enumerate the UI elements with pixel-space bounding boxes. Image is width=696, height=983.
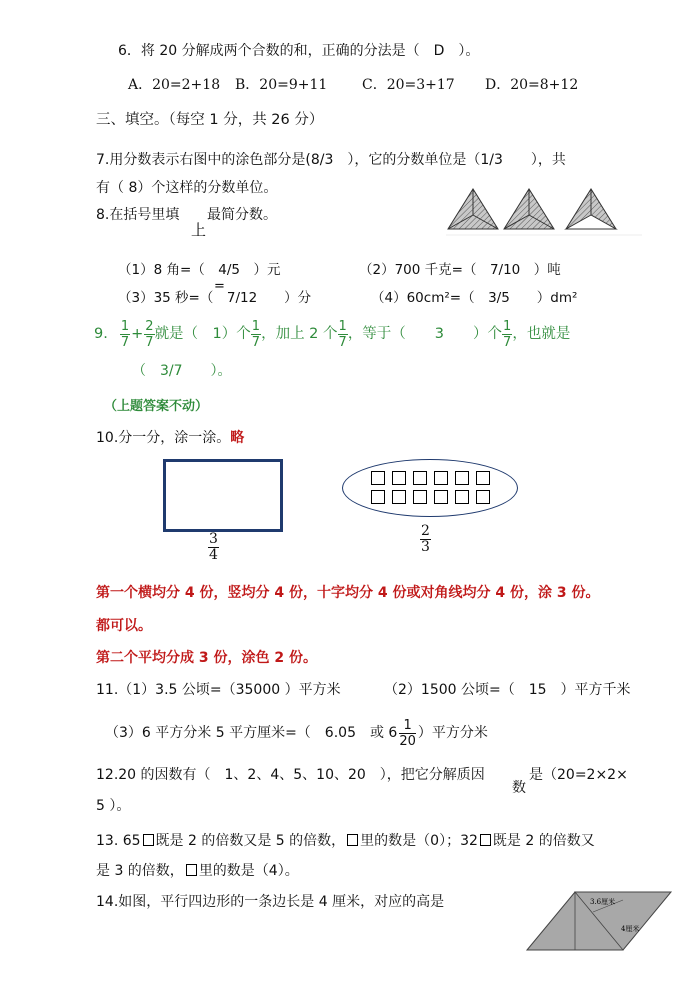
q10-answer-2: 第二个平均分成 3 份，涂色 2 份。 — [96, 650, 317, 666]
q8-overlay-char: 上 — [191, 221, 207, 239]
q10-title-text: 10.分一分，涂一涂。 — [96, 430, 231, 446]
q6-text: 6．将 20 分解成两个合数的和，正确的分法是（ D ）。 — [118, 43, 480, 59]
q6-option-c: C．20=3+17 — [362, 77, 455, 93]
q13-text-d: 既是 2 的倍数又 — [492, 833, 595, 849]
oval-box — [476, 471, 490, 485]
q13-text-b: 既是 2 的倍数又是 5 的倍数， — [155, 833, 346, 849]
q8-title: 8.在括号里填 — [96, 207, 180, 223]
q7-line1: 7.用分数表示右图中的涂色部分是(8/3 ），它的分数单位是（1/3 ），共 — [96, 152, 566, 168]
q13-text-c: 里的数是（0）；32 — [360, 833, 478, 849]
oval-box — [392, 471, 406, 485]
q10-title — [96, 431, 244, 445]
blank-box-3 — [480, 834, 491, 846]
q9-number: 9. — [94, 325, 108, 342]
q8-overlay-equals: = — [214, 279, 225, 294]
q10-omit-mark: 略 — [230, 430, 245, 446]
q11-line2 — [105, 713, 488, 753]
oval-box — [455, 471, 469, 485]
q10-answer-1: 第一个横均分 4 份，竖均分 4 份，十字均分 4 份或对角线均分 4 份，涂 3 份。 — [96, 585, 600, 601]
shaded-triangles-figure — [446, 185, 642, 237]
q12-line1b: 是（20=2×2× — [529, 767, 628, 783]
q6-option-b: B．20=9+11 — [235, 77, 328, 93]
triangle-3 — [566, 189, 616, 229]
q11-line2-text: （3）6 平方分米 5 平方厘米=（ 6.05 或 6 — [105, 725, 398, 741]
q13-line1 — [96, 834, 595, 848]
q9-fraction-5: $\frac{1}{7}$ — [503, 318, 512, 350]
oval-box — [434, 471, 448, 485]
q9-fraction-2: $\frac{2}{7}$ — [145, 318, 154, 350]
q11-fraction: $\frac{1}{20}$ — [399, 717, 416, 749]
oval-box — [434, 490, 448, 504]
q8-item-3: （3）35 秒=（ 7/12 ）分 — [118, 290, 312, 306]
q9-text-3: ，等于（ 3 ）个 — [347, 325, 503, 342]
q9-text-4: ，也就是 — [512, 325, 571, 342]
oval-box — [371, 471, 385, 485]
blank-box-2 — [347, 834, 358, 846]
rectangle-figure — [163, 459, 283, 532]
q8-item-1: （1）8 角=（ 4/5 ）元 — [118, 262, 281, 278]
q11-line1b: （2）1500 公顷=（ 15 ）平方千米 — [384, 682, 631, 698]
q8-item-4: （4）60cm²=（ 3/5 ）dm² — [371, 290, 578, 306]
q9-line2: （ 3/7 ）。 — [132, 363, 232, 379]
parallelogram-figure — [523, 888, 683, 954]
blank-box-4 — [186, 864, 197, 876]
q8-item-2: （2）700 千克=（ 7/10 ）吨 — [359, 262, 561, 278]
q9-line1 — [94, 314, 570, 354]
oval-box — [476, 490, 490, 504]
q13-line2 — [96, 864, 299, 878]
section-heading: 三、填空。（每空 1 分，共 26 分） — [96, 112, 324, 128]
q6-option-d: D．20=8+12 — [485, 77, 579, 93]
oval-fraction: $\frac{2}{3}$ — [421, 523, 430, 555]
q10-answer-1b: 都可以。 — [96, 618, 152, 634]
q8-title-end: 最简分数。 — [207, 207, 277, 223]
q13-text-a: 13. 65 — [96, 833, 141, 849]
q12-line2: 5 ）。 — [96, 798, 131, 814]
triangle-1 — [448, 189, 498, 229]
oval-box — [413, 471, 427, 485]
q9-text-1: 就是（ 1）个 — [154, 325, 251, 342]
rect-fraction: $\frac{3}{4}$ — [209, 531, 218, 563]
q7-line2: 有（ 8）个这样的分数单位。 — [96, 180, 278, 196]
q14-text: 14.如图，平行四边形的一条边长是 4 厘米，对应的高是 — [96, 894, 445, 910]
oval-box-grid — [371, 471, 497, 504]
q9-plus: + — [131, 325, 144, 342]
label-4cm: 4厘米 — [621, 925, 640, 933]
q12-overlay-char: 数 — [512, 780, 526, 796]
q6-option-a: A．20=2+18 — [128, 77, 221, 93]
q9-fraction-3: $\frac{1}{7}$ — [251, 318, 261, 350]
note-keep-answer: （上题答案不动） — [104, 399, 209, 414]
oval-box — [455, 490, 469, 504]
q11-line2-end: ）平方分米 — [417, 725, 488, 741]
q12-line1a: 12.20 的因数有（ 1、2、4、5、10、20 ），把它分解质因 — [96, 767, 485, 783]
q13-text-f: 里的数是（4）。 — [198, 863, 299, 879]
q13-text-e: 是 3 的倍数， — [96, 863, 184, 879]
label-3-6cm: 3.6厘米 — [590, 898, 616, 906]
oval-box — [392, 490, 406, 504]
q9-fraction-1: $\frac{1}{7}$ — [120, 318, 130, 350]
q9-text-2: ，加上 2 个 — [261, 325, 338, 342]
triangle-2 — [504, 189, 554, 229]
q9-fraction-4: $\frac{1}{7}$ — [338, 318, 347, 350]
oval-box — [413, 490, 427, 504]
q11-line1a: 11.（1）3.5 公顷=（35000 ）平方米 — [96, 682, 341, 698]
blank-box-1 — [143, 834, 154, 846]
oval-box — [371, 490, 385, 504]
